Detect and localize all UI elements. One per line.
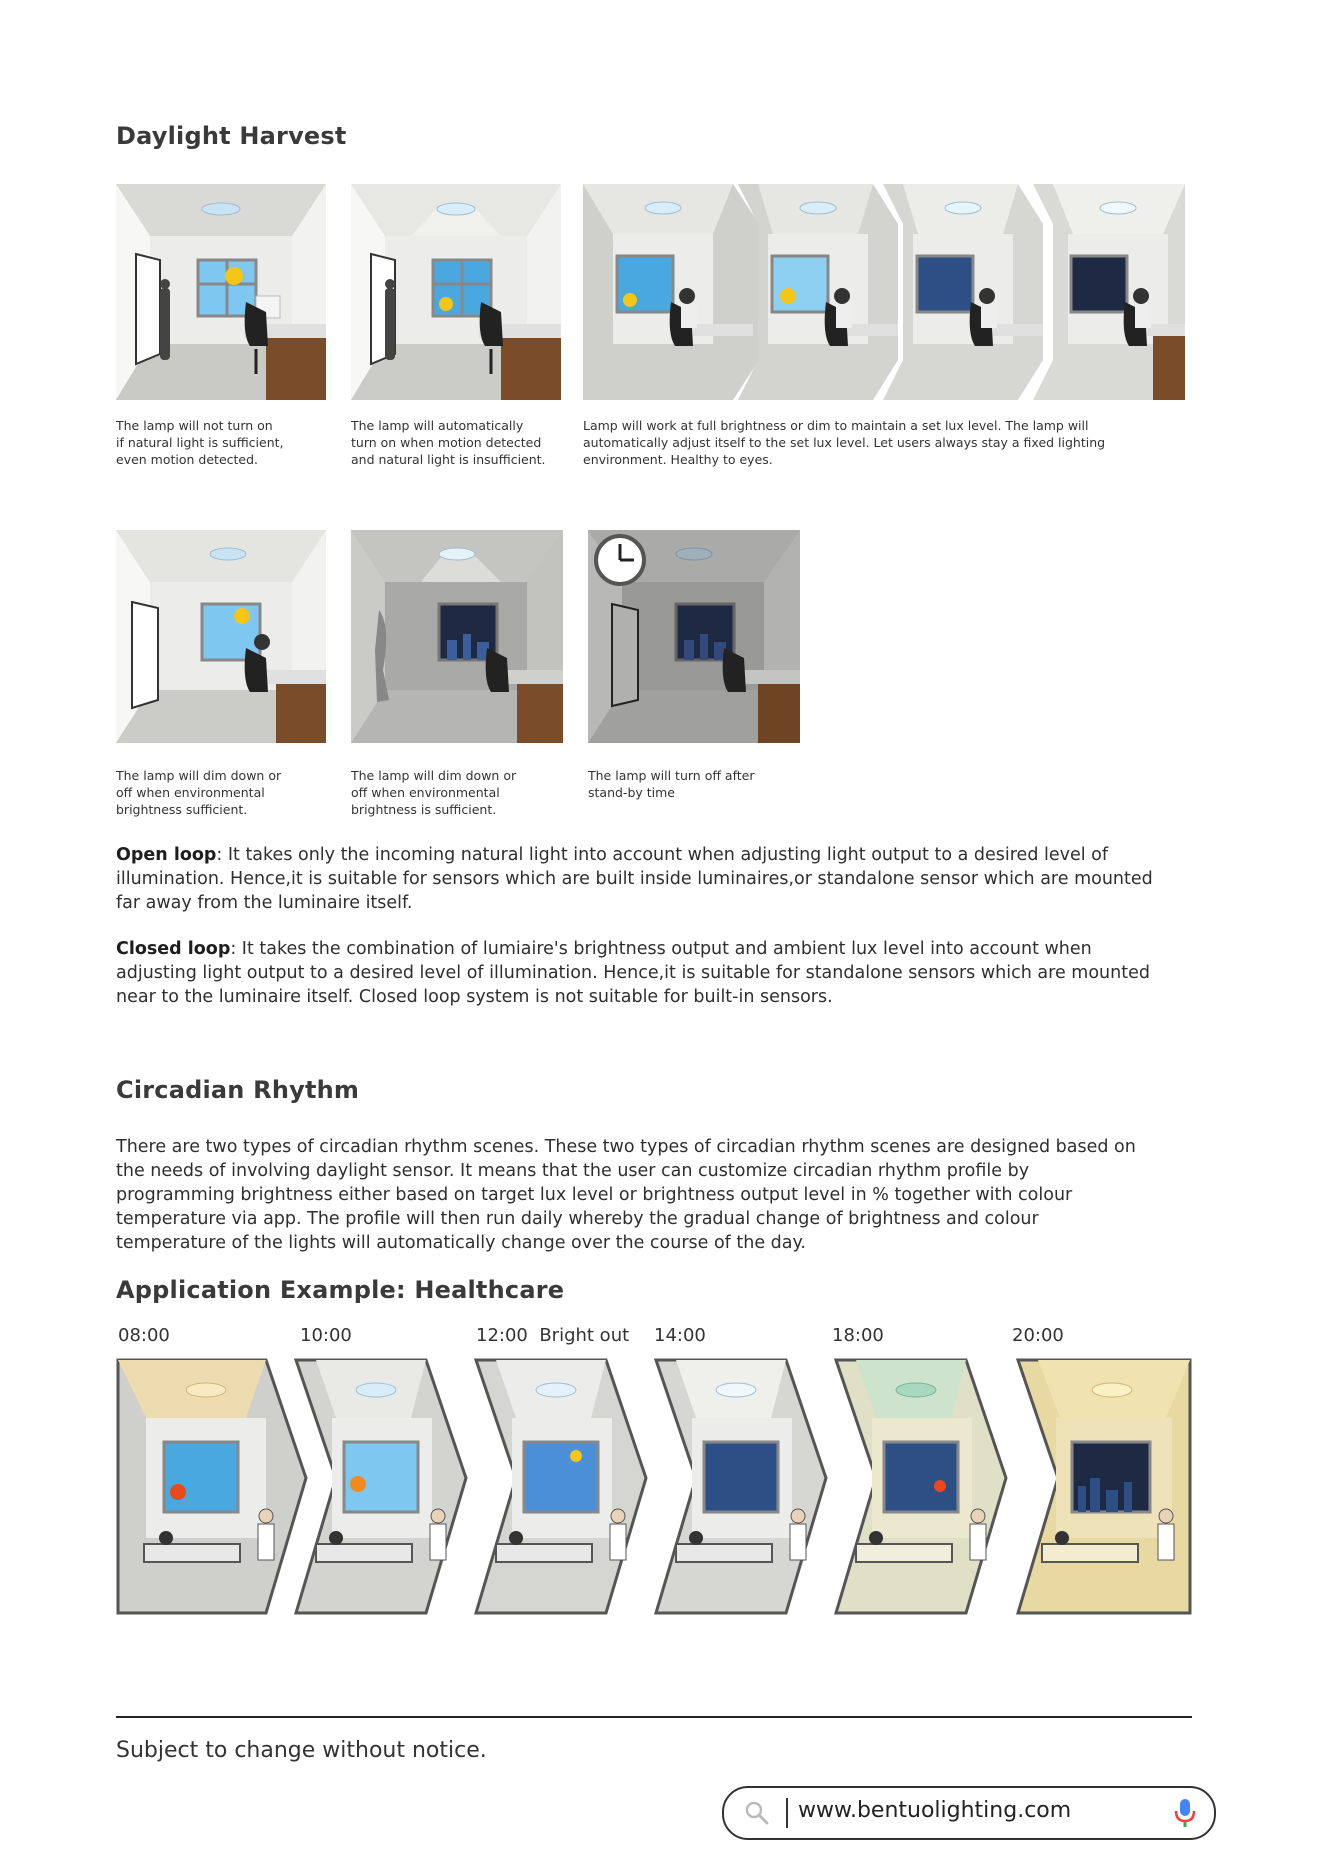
search-url: www.bentuolighting.com [798, 1798, 1072, 1823]
caption-no-lamp: The lamp will not turn on if natural light is sufficient, even motion detected. [116, 418, 284, 467]
microphone-icon[interactable] [1174, 1798, 1196, 1828]
office-scene-dim-sufficient [116, 530, 326, 743]
footer-notice: Subject to change without notice. [116, 1738, 487, 1763]
caption-dim-evening: The lamp will dim down or off when environmental brightness is sufficient. [351, 768, 517, 817]
open-loop-term: Open loop [116, 845, 217, 865]
search-icon [744, 1800, 770, 1826]
closed-loop-term: Closed loop [116, 939, 231, 959]
caption-dimming: Lamp will work at full brightness or dim to maintain a set lux level. The lamp will automatically adjust itself to the set lux level. Let users always stay a fixed lighting environment. Healthy to eyes. [583, 418, 1106, 467]
healthcare-scene-0800 [118, 1360, 306, 1613]
open-loop-paragraph [116, 843, 1156, 915]
time-label: 12:00 Bright out [476, 1325, 630, 1346]
office-scene-lamp-on [351, 184, 561, 400]
caption-standby: The lamp will turn off after stand-by time [588, 768, 755, 800]
caption-lamp-on: The lamp will automatically turn on when motion detected and natural light is insufficient. [351, 418, 546, 467]
footer-divider [116, 1716, 1192, 1718]
caption-dim-sufficient: The lamp will dim down or off when environmental brightness sufficient. [116, 768, 282, 817]
time-label: 14:00 [654, 1325, 706, 1346]
open-loop-text: : It takes only the incoming natural light into account when adjusting light output to a desired level of illumination. Hence,it is suitable for sensors which are built inside luminaires,or standalone sensor which are mounted far away from the luminaire itself. [116, 845, 1153, 913]
closed-loop-text: : It takes the combination of lumiaire's brightness output and ambient lux level into account when adjusting light output to a desired level of illumination. Hence,it is suitable for standalone sensors which are mounted near to the luminaire itself. Closed loop system is not suitable for built-in sensors. [116, 939, 1150, 1007]
healthcare-title: Application Example: Healthcare [116, 1276, 565, 1304]
office-scene-dim-evening [351, 530, 563, 743]
search-divider [786, 1798, 788, 1828]
healthcare-scene-2000 [1018, 1360, 1190, 1613]
closed-loop-paragraph [116, 937, 1156, 1009]
circadian-paragraph: There are two types of circadian rhythm scenes. These two types of circadian rhythm scenes are designed based on the needs of involving daylight sensor. It means that the user can customize circadian rhythm profile by programming brightness either based on target lux level or brightness output level in % together with colour temperature via app. The profile will then run daily whereby the gradual change of brightness and colour temperature of the lights will automatically change over the course of the day. [116, 1137, 1136, 1253]
healthcare-scene-1000 [296, 1360, 466, 1613]
healthcare-scene-1800 [836, 1360, 1006, 1613]
healthcare-scene-1200 [476, 1360, 646, 1613]
daylight-title: Daylight Harvest [116, 122, 347, 150]
search-bar[interactable] [722, 1786, 1216, 1840]
office-scene-standby-off [588, 530, 800, 743]
circadian-title: Circadian Rhythm [116, 1076, 360, 1104]
office-scene-dimming-sequence [583, 184, 1185, 400]
time-label: 08:00 [118, 1325, 170, 1346]
office-scene-no-lamp [116, 184, 326, 400]
time-label: 18:00 [832, 1325, 884, 1346]
time-label: 10:00 [300, 1325, 352, 1346]
healthcare-sequence [116, 1358, 1192, 1616]
healthcare-scene-1400 [656, 1360, 826, 1613]
time-label: 20:00 [1012, 1325, 1064, 1346]
